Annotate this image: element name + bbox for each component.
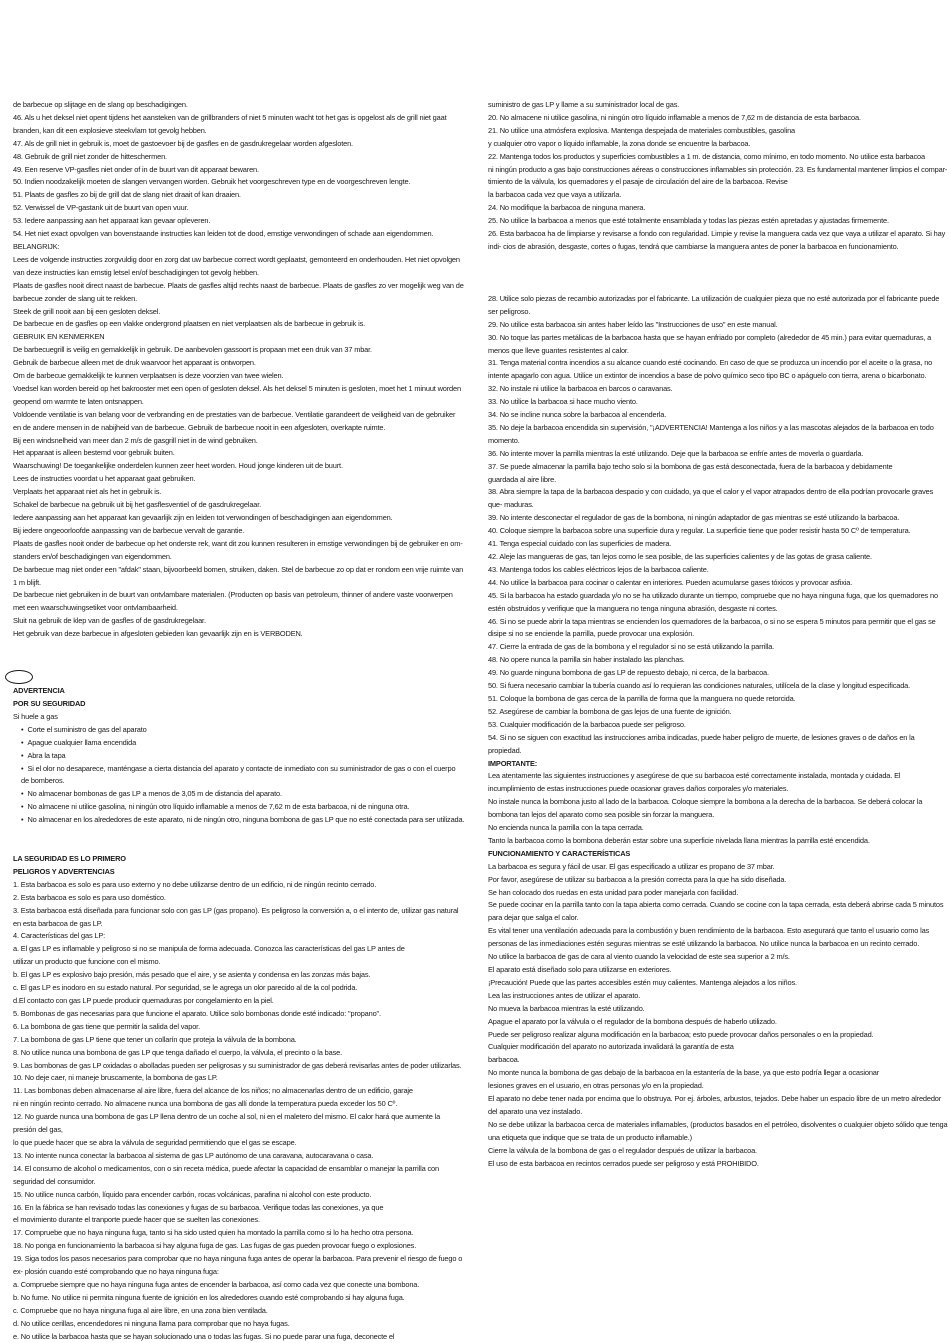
safety-items-continued xyxy=(488,99,948,254)
paragraph: 50. Indien noodzakelijk moeten de slangen vervangen worden. Gebruik het voorgeschreven type en de voorgeschreven lengte. xyxy=(13,177,411,187)
list-item: 42. Aleje las mangueras de gas, tan lejos como le sea posible, de las superficies calientes y de las gotas de grasa caliente. xyxy=(488,552,872,561)
paragraph: Por favor, asegúrese de utilizar su barbacoa a la presión correcta para la que ha sido diseñada. xyxy=(488,874,787,884)
list-item: 14. El consumo de alcohol o medicamentos, con o sin receta médica, puede afectar la capacidad de ensamblar o manejar la parrilla con seguridad del consumidor. xyxy=(13,1163,439,1186)
list-item: suministro de gas LP y llame a su suministrador local de gas. xyxy=(488,100,680,109)
warning-heading: ADVERTENCIA xyxy=(13,686,65,696)
list-item: lo que puede hacer que se abra la válvula de seguridad permitiendo que el gas se escape. xyxy=(13,1137,297,1147)
bullet-item: • Apague cualquier llama encendida xyxy=(13,737,465,750)
list-item: 9. Las bombonas de gas LP oxidadas o abolladas pueden ser peligrosas y su suministrador de gas deberá revisarlas antes de poder utilizarlas. xyxy=(13,1060,462,1070)
left-column xyxy=(13,99,465,1343)
list-item: 53. Cualquier modificación de la barbacoa puede ser peligroso. xyxy=(488,719,686,729)
list-item: 10. No deje caer, ni maneje bruscamente, la bombona de gas LP. xyxy=(13,1073,218,1083)
list-item: 15. No utilice nunca carbón, líquido para encender carbón, rocas volcánicas, parafina ni alcohol con este producto. xyxy=(13,1189,372,1199)
paragraph: Gebruik de barbecue alleen met de druk waarvoor het apparaat is ontworpen. xyxy=(13,358,256,368)
list-item: 4. Características del gas LP: xyxy=(13,931,106,941)
safety-heading: POR SU SEGURIDAD xyxy=(13,698,86,708)
dutch-instructions xyxy=(13,99,465,641)
paragraph: De barbecue mag niet onder een "afdak" staan, bijvoorbeeld bomen, struiken, daken. Stel de barbecue zo op dat er rondom een vrije ruimte van 1 m blijft. xyxy=(13,564,464,587)
paragraph: Het apparaat is alleen bestemd voor gebruik buiten. xyxy=(13,448,175,458)
bullet-item: • Abra la tapa xyxy=(13,750,465,763)
paragraph: BELANGRIJK: xyxy=(13,241,60,251)
paragraph: Lea atentamente las siguientes instrucciones y asegúrese de que su barbacoa esté correctamente instalada, montada y cuidada. El incumplimiento de estas instrucciones puede ocasionar graves daños corporales y/o materiales. xyxy=(488,771,901,794)
list-item: 25. No utilice la barbacoa a menos que esté totalmente ensamblada y todas las piezas estén apretadas y ajustadas firmemente. xyxy=(488,216,889,226)
paragraph: Bij een windsnelheid van meer dan 2 m/s de gasgrill niet in de wind gebruiken. xyxy=(13,435,258,445)
paragraph: De barbecue niet gebruiken in de buurt van ontvlambare materialen. (Producten op basis van petroleum, thinner of andere vaste voorwerpen met een waarschuwingsetiket voor ontvlambaarheid. xyxy=(13,590,453,613)
paragraph: No se debe utilizar la barbacoa cerca de materiales inflamables, (productos basados en el petróleo, disolventes o cualquier objeto sólido que tenga una etiqueta que indique que se trata de un producto inflamable.) xyxy=(488,1119,948,1142)
list-item: 54. Si no se siguen con exactitud las instrucciones arriba indicadas, puede haber peligro de muerte, de lesiones graves o de daños en la propiedad. xyxy=(488,732,915,755)
paragraph: Het gebruik van deze barbecue in afgesloten gebieden kan gevaarlijk zijn en is VERBODEN. xyxy=(13,629,303,639)
list-item: 17. Compruebe que no haya ninguna fuga, tanto si ha sido usted quien ha montado la parrilla como si lo ha hecho otra persona. xyxy=(13,1228,414,1238)
list-item: 19. Siga todos los pasos necesarios para comprobar que no haya ninguna fuga antes de operar la barbacoa. Para prevenir el riesgo de fuego o ex- plosión cuando esté comprobando que no haya ninguna fuga: xyxy=(13,1254,463,1277)
list-item: ni ningún producto a gas bajo construcciones aéreas o construcciones inflamables sin protección. 23. Es fundamental mantener limpios el compar- timiento de la válvula, los quemadores y el pasaje de circulación del aire de la barbacoa. Revise xyxy=(488,164,948,187)
safety-items xyxy=(13,879,465,1343)
paragraph: GEBRUIK EN KENMERKEN xyxy=(13,332,105,342)
list-item: 8. No utilice nunca una bombona de gas LP que tenga dañado el cuerpo, la válvula, el precinto o la base. xyxy=(13,1047,342,1057)
paragraph: Tanto la barbacoa como la bombona deberán estar sobre una superficie nivelada llana mientras la parrilla esté encendida. xyxy=(488,835,870,845)
list-item: 26. Esta barbacoa ha de limpiarse y revisarse a fondo con regularidad. Limpie y revise la manguera cada vez que vaya a utilizar el aparato. Si hay indi- cios de abrasión, desgaste, cortes o fugas, tendrá que cambiarse la manguera antes de poner la barbacoa en funcionamiento. xyxy=(488,229,946,251)
bullet-item: • No almacenar en los alrededores de este aparato, ni de ningún otro, ninguna bombona de gas LP que no esté conectada para ser utilizada. xyxy=(13,814,465,827)
paragraph: 52. Verwissel de VP-gastank uit de buurt van open vuur. xyxy=(13,203,189,213)
list-item: 28. Utilice solo piezas de recambio autorizadas por el fabricante. La utilización de cualquier pieza que no esté autorizada por el fabricante puede ser peligroso. xyxy=(488,293,940,316)
paragraph: De barbecuegrill is veilig en gemakkelijk in gebruik. De aanbevolen gassoort is propaan met een druk van 37 mbar. xyxy=(13,345,372,355)
bullet-item: • No almacene ni utilice gasolina, ni ningún otro líquido inflamable a menos de 7,62 m de esta barbacoa, ni de ninguna otra. xyxy=(13,801,465,814)
list-item: 33. No utilice la barbacoa si hace mucho viento. xyxy=(488,397,638,407)
safety-first-heading: LA SEGURIDAD ES LO PRIMERO xyxy=(13,854,126,864)
storage-warnings xyxy=(13,788,465,827)
list-item: c. Compruebe que no haya ninguna fuga al aire libre, en una zona bien ventilada. xyxy=(13,1305,268,1315)
list-item: 40. Coloque siempre la barbacoa sobre una superficie dura y regular. La superficie tiene que poder resistir hasta 50 Cº de temperatura. xyxy=(488,526,911,536)
operation-heading: FUNCIONAMIENTO Y CARACTERÍSTICAS xyxy=(488,848,631,858)
paragraph: Apague el aparato por la válvula o el regulador de la bombona después de haberlo utilizado. xyxy=(488,1016,777,1026)
list-item: e. No utilice la barbacoa hasta que se hayan solucionado una o todas las fugas. Si no puede parar una fuga, deconecte el xyxy=(13,1331,395,1341)
important-heading: IMPORTANTE: xyxy=(488,758,538,768)
list-item: 45. Si la barbacoa ha estado guardada y/o no se ha utilizado durante un tiempo, compruebe que no haya ninguna fuga, que los quemadores no estén obstruidos y verifique que la manguera no tenga ninguna abrasión, desgaste ni cortes. xyxy=(488,590,938,613)
paragraph: El uso de esta barbacoa en recintos cerrados puede ser peligroso y está PROHIBIDO. xyxy=(488,1158,759,1168)
list-item: 30. No toque las partes metálicas de la barbacoa hasta que se hayan enfriado por completo (alrededor de 45 min.) para evitar quemaduras, a menos que lleve guantes resistentes al calor. xyxy=(488,332,932,355)
list-item: 5. Bombonas de gas necesarias para que funcione el aparato. Utilice solo bombonas donde esté indicado: "propano". xyxy=(13,1008,381,1018)
list-item: y cualquier otro vapor o líquido inflamable, la zona donde se encuentre la barbacoa. xyxy=(488,138,751,148)
paragraph: lesiones graves en el usuario, en otras personas y/o en la propiedad. xyxy=(488,1081,704,1091)
paragraph: De barbecue en de gasfles op een vlakke ondergrond plaatsen en niet verplaatsen als de barbecue in gebruik is. xyxy=(13,319,366,329)
paragraph: Cualquier modificación del aparato no autorizada invalidará la garantía de esta xyxy=(488,1042,734,1052)
list-item: la barbacoa cada vez que vaya a utilizarla. xyxy=(488,190,622,200)
list-item: 2. Esta barbacoa es solo es para uso doméstico. xyxy=(13,892,166,902)
list-item: 24. No modifique la barbacoa de ninguna manera. xyxy=(488,203,646,213)
list-item: 51. Coloque la bombona de gas cerca de la parrilla de forma que la manguera no quede retorcida. xyxy=(488,693,796,703)
paragraph: No encienda nunca la parrilla con la tapa cerrada. xyxy=(488,823,644,833)
bullet-item: • No almacenar bombonas de gas LP a menos de 3,05 m de distancia del aparato. xyxy=(13,788,465,801)
paragraph: Schakel de barbecue na gebruik uit bij het gasflesventiel of de gasdrukregelaar. xyxy=(13,500,262,510)
paragraph: Es vital tener una ventilación adecuada para la combustión y buen rendimiento de la barbacoa. Esto asegurará que tanto el usuario como las personas de las inmediaciones estén seguras mientras se esté utilizando la barbacoa. No utilice nunca la barbacoa en un recinto cerrado. xyxy=(488,926,930,949)
hazards-heading: PELIGROS Y ADVERTENCIAS xyxy=(13,866,115,876)
paragraph: 51. Plaats de gasfles zo bij de grill dat de slang niet draait of kan draaien. xyxy=(13,190,241,200)
list-item: 1. Esta barbacoa es solo es para uso externo y no debe utilizarse dentro de un edificio, ni de ningún recinto cerrado. xyxy=(13,879,377,889)
operation-notes xyxy=(488,861,948,1171)
list-item: 3. Esta barbacoa está diseñada para funcionar solo con gas LP (gas propano). Es peligroso la conversión a, o el intento de, utilizar gas natural en esta barbacoa de gas LP. xyxy=(13,905,459,928)
list-item: 38. Abra siempre la tapa de la barbacoa despacio y con cuidado, ya que el calor y el vapor atrapados dentro de ella podrían provocarle graves que- maduras. xyxy=(488,487,934,510)
spanish-warning-section xyxy=(13,685,465,827)
list-item: 35. No deje la barbacoa encendida sin supervisión, "¡ADVERTENCIA! Mantenga a los niños y a las mascotas alejados de la barbacoa en todo momento. xyxy=(488,422,934,445)
paragraph: Plaats de gasfles nooit onder de barbecue op het onderste rek, want dit zou kunnen resulteren in ernstige verwondingen bij de gebruiker en om- standers en/of beschadigingen van eigendommen. xyxy=(13,538,463,561)
paragraph: No mueva la barbacoa mientras la esté utilizando. xyxy=(488,1003,645,1013)
paragraph: La barbacoa es segura y fácil de usar. El gas especificado a utilizar es propano de 37 mbar. xyxy=(488,861,775,871)
paragraph: 49. Een reserve VP-gasfles niet onder of in de buurt van dit apparaat bewaren. xyxy=(13,164,259,174)
list-item: 18. No ponga en funcionamiento la barbacoa si hay alguna fuga de gas. Las fugas de gas pueden provocar fuego o explosiones. xyxy=(13,1241,417,1251)
bullet-item: • Corte el suministro de gas del aparato xyxy=(13,724,465,737)
list-item: a. El gas LP es inflamable y peligroso si no se manipula de forma adecuada. Conozca las características del gas LP antes de xyxy=(13,944,405,954)
paragraph: Om de barbecue gemakkelijk te kunnen verplaatsen is deze voorzien van twee wielen. xyxy=(13,371,284,381)
paragraph: No instale nunca la bombona justo al lado de la barbacoa. Coloque siempre la bombona a la derecha de la barbacoa. Se deberá colocar la bombona tan lejos del aparato como sea posible sin forzar la manguera. xyxy=(488,797,923,820)
right-column xyxy=(488,99,948,1171)
list-item: 21. No utilice una atmósfera explosiva. Mantenga despejada de materiales combustibles, gasolina xyxy=(488,125,796,135)
paragraph: ¡Precaución! Puede que las partes accesibles estén muy calientes. Mantenga alejados a los niños. xyxy=(488,977,797,987)
list-item: 12. No guarde nunca una bombona de gas LP llena dentro de un coche al sol, ni en el maletero del mismo. El calor hará que aumente la presión del gas, xyxy=(13,1112,441,1135)
paragraph: Voldoende ventilatie is van belang voor de verbranding en de prestaties van de barbecue. Ventilatie garandeert de veiligheid van de gebruiker en de andere mensen in de nabijheid van de barbecue. Gebruik de barbecue nooit in een afgesloten, overkapte ruimte. xyxy=(13,409,456,432)
list-item: el movimiento durante el tranporte puede hacer que se suelten las conexiones. xyxy=(13,1215,260,1225)
list-item: b. El gas LP es explosivo bajo presión, más pesado que el aire, y se asienta y condensa en las zonzas más bajas. xyxy=(13,970,371,980)
list-item: 37. Se puede almacenar la parrilla bajo techo solo si la bombona de gas está desconectada, fuera de la barbacoa y debidamente xyxy=(488,461,893,471)
list-item: 50. Si fuera necesario cambiar la tubería cuando así lo requieran las condiciones naturales, utilícela de la clase y longitud especificada. xyxy=(488,681,911,691)
gas-smell-steps xyxy=(13,724,465,789)
paragraph: Puede ser peligroso realizar alguna modificación en la barbacoa; esto puede provocar daños personales o en la propiedad. xyxy=(488,1029,874,1039)
paragraph: Lees de instructies voordat u het apparaat gaat gebruiken. xyxy=(13,474,196,484)
list-item: 6. La bombona de gas tiene que permitir la salida del vapor. xyxy=(13,1021,200,1031)
paragraph: Verplaats het apparaat niet als het in gebruik is. xyxy=(13,487,162,497)
list-item: guardada al aire libre. xyxy=(488,474,557,484)
list-item: 13. No intente nunca conectar la barbacoa al sistema de gas LP autónomo de una caravana, autocaravana o casa. xyxy=(13,1150,374,1160)
list-item: 7. La bombona de gas LP tiene que tener un collarín que proteja la válvula de la bombona. xyxy=(13,1034,297,1044)
list-item: c. El gas LP es inodoro en su estado natural. Por seguridad, se le agrega un olor parecido al de la col podrida. xyxy=(13,983,358,993)
list-item: 44. No utilice la barbacoa para cocinar o calentar en interiores. Pueden acumularse gases tóxicos y provocar asfixia. xyxy=(488,577,853,587)
paragraph: Plaats de gasfles nooit direct naast de barbecue. Plaats de gasfles altijd rechts naast de barbecue. Plaats de gasfles zo ver mogelijk weg van de barbecue zonder de slang uit te rekken. xyxy=(13,280,464,303)
language-marker xyxy=(5,670,33,684)
list-item: 22. Mantenga todos los productos y superficies combustibles a 1 m. de distancia, como mínimo, en todo momento. No utilice esta barbacoa xyxy=(488,151,925,161)
list-item: 43. Mantenga todos los cables eléctricos lejos de la barbacoa caliente. xyxy=(488,564,709,574)
paragraph: 53. Iedere aanpassing aan het apparaat kan gevaar opleveren. xyxy=(13,216,211,226)
list-item: 41. Tenga especial cuidado con las superficies de madera. xyxy=(488,539,672,549)
paragraph: 48. Gebruik de grill niet zonder de hitteschermen. xyxy=(13,151,167,161)
paragraph: 47. Als de grill niet in gebruik is, moet de gastoevoer bij de gasfles en de gasdrukregelaar worden afgesloten. xyxy=(13,138,353,148)
list-item: 52. Asegúrese de cambiar la bombona de gas lejos de una fuente de ignición. xyxy=(488,706,732,716)
spanish-safety-section xyxy=(13,853,465,1343)
list-item: 34. No se incline nunca sobre la barbacoa al encenderla. xyxy=(488,410,667,420)
paragraph: No utilice la barbacoa de gas de cara al viento cuando la velocidad de este sea superior a 2 m/s. xyxy=(488,952,790,962)
paragraph: 54. Het niet exact opvolgen van bovenstaande instructies kan leiden tot de dood, emstige verwondingen of schade aan eigendommen. xyxy=(13,229,434,239)
paragraph: Se han colocado dos ruedas en esta unidad para poder manejarla con facilidad. xyxy=(488,887,739,897)
paragraph: Cierre la válvula de la bombona de gas o el regulador después de utilizar la barbacoa. xyxy=(488,1145,757,1155)
bullet-item: • Si el olor no desaparece, manténgase a cierta distancia del aparato y contacte de inmediato con su suministrador de gas o con el cuerpo de bomberos. xyxy=(13,763,465,789)
list-item: 47. Cierre la entrada de gas de la bombona y el regulador si no se está utilizando la parrilla. xyxy=(488,642,775,652)
paragraph: de barbecue op slijtage en de slang op beschadigingen. xyxy=(13,100,188,109)
list-item: a. Compruebe siempre que no haya ninguna fuga antes de encender la barbacoa, así como cada vez que conecte una bombona. xyxy=(13,1279,420,1289)
list-item: d.El contacto con gas LP puede producir quemaduras por congelamiento en la piel. xyxy=(13,996,274,1005)
list-item: 46. Si no se puede abrir la tapa mientras se encienden los quemadores de la barbacoa, o si no se espera 5 minutos para permitir que el gas se disipe si no se enciende la parrilla, puede provocar una explosión. xyxy=(488,616,936,639)
list-item: 32. No instale ni utilice la barbacoa en barcos o caravanas. xyxy=(488,384,673,394)
paragraph: Iedere aanpassing aan het apparaat kan gevaarlijk zijn en leiden tot verwondingen of beschadigingen aan eigendommen. xyxy=(13,513,393,522)
paragraph: Lea las instrucciones antes de utilizar el aparato. xyxy=(488,990,641,1000)
gas-smell-label: Si huele a gas xyxy=(13,711,58,721)
paragraph: Waarschuwing! De toegankelijke onderdelen kunnen zeer heet worden. Houd jonge kinderen uit de buurt. xyxy=(13,461,343,471)
list-item: 39. No intente desconectar el regulador de gas de la bombona, ni ningún adaptador de gas mientras se esté utilizando la barbacoa. xyxy=(488,513,900,523)
paragraph: No monte nunca la bombona de gas debajo de la barbacoa en la estantería de la base, ya que esto podría llegar a ocasionar xyxy=(488,1068,880,1078)
paragraph: El aparato no debe tener nada por encima que lo obstruya. Por ej. árboles, arbustos, tejados. Debe haber un espacio libre de un metro alrededor del aparato una vez instalado. xyxy=(488,1094,942,1116)
paragraph: El aparato está diseñado solo para utilizarse en exteriores. xyxy=(488,965,672,974)
paragraph: Se puede cocinar en la parrilla tanto con la tapa abierta como cerrada. Cuando se cocine con la tapa cerrada, esta deberá abrirse cada 5 minutos para dejar que salga el calor. xyxy=(488,900,944,923)
list-item: 11. Las bombonas deben almacenarse al aire libre, fuera del alcance de los niños; no almacenarlas dentro de un edificio, garaje xyxy=(13,1086,413,1096)
list-item: 48. No opere nunca la parrilla sin haber instalado las planchas. xyxy=(488,655,685,665)
paragraph: barbacoa. xyxy=(488,1055,520,1065)
list-item: utilizar un producto que funcione con el mismo. xyxy=(13,957,161,967)
paragraph: Sluit na gebruik de klep van de gasfles of de gasdrukregelaar. xyxy=(13,616,206,626)
list-item: b. No fume. No utilice ni permita ninguna fuente de ignición en los alrededores cuando esté comprobando si hay alguna fuga. xyxy=(13,1292,405,1302)
list-item: 31. Tenga material contra incendios a su alcance cuando esté cocinando. En caso de que se produzca un incendio por el aceite o la grasa, no intente apagarlo con agua. Utilice un extintor de incendios a base de polvo químico seco tipo BC o apáguelo con tierra, arena o bicarbonato. xyxy=(488,358,933,381)
list-item: 36. No intente mover la parrilla mientras la esté utilizando. Deje que la barbacoa se enfríe antes de moverla o guardarla. xyxy=(488,448,864,458)
paragraph: Lees de volgende instructies zorgvuldig door en zorg dat uw barbecue correct wordt geplaatst, gemonteerd en onderhouden. Het niet opvolgen van deze instructies kan emstig letsel en/of beschadigingen tot gevolg hebben. xyxy=(13,254,460,277)
paragraph: Voedsel kan worden bereid op het bakrooster met een open of gesloten deksel. Als het deksel 5 minuten is gesloten, moet het 1 minuut worden geopend om warmte te laten ontsnappen. xyxy=(13,383,461,406)
list-item: 20. No almacene ni utilice gasolina, ni ningún otro líquido inflamable a menos de 7,62 m de distancia de esta barbacoa. xyxy=(488,112,861,122)
safety-items-part2 xyxy=(488,293,948,758)
paragraph: Bij iedere ongeoorloofde aanpassing van de barbecue vervalt de garantie. xyxy=(13,525,245,535)
list-item: 29. No utilice esta barbacoa sin antes haber leído las "Instrucciones de uso" en este manual. xyxy=(488,319,778,329)
paragraph: Steek de grill nooit aan bij een gesloten deksel. xyxy=(13,306,161,316)
list-item: d. No utilice cerillas, encendedores ni ninguna llama para comprobar que no haya fugas. xyxy=(13,1318,290,1328)
list-item: ni en ningún recinto cerrado. No almacene nunca una bombona de gas allí donde la temperatura pueda exceder los 50 Cº. xyxy=(13,1099,398,1109)
important-notes xyxy=(488,770,948,847)
list-item: 16. En la fábrica se han revisado todas las conexiones y fugas de su barbacoa. Verifique todas las conexiones, ya que xyxy=(13,1202,384,1212)
list-item: 49. No guarde ninguna bombona de gas LP de repuesto debajo, ni cerca, de la barbacoa. xyxy=(488,668,769,678)
paragraph: 46. Als u het deksel niet opent tijdens het aansteken van de grillbranders of niet 5 minuten wacht tot het gas is opgelost als de grill niet gaat branden, kan dit een explosieve steekvlam tot gevolg hebben. xyxy=(13,112,447,135)
